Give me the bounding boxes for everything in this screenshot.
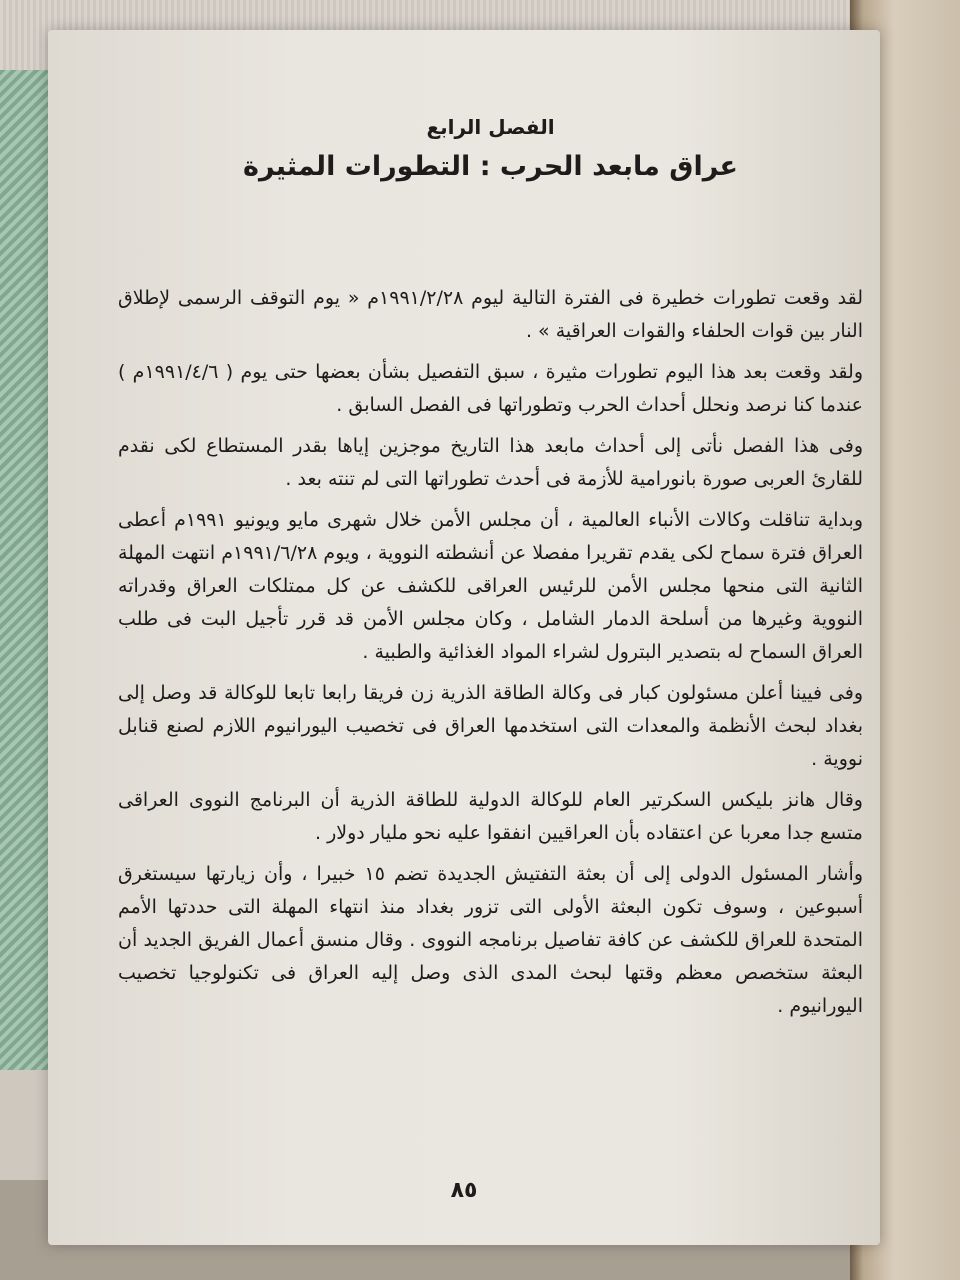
paragraph: ولقد وقعت بعد هذا اليوم تطورات مثيرة ، سبق التفصيل بشأن بعضها حتى يوم ( ١٩٩١/٤/٦م ) عندما كنا نرصد ونحلل أحداث الحرب وتطوراتها فى الفصل السابق . — [118, 361, 864, 416]
paragraph: وبداية تناقلت وكالات الأنباء العالمية ، أن مجلس الأمن خلال شهرى مايو ويونيو ١٩٩١م أعطى العراق فترة سماح لكى يقدم تقريرا مفصلا عن أنشطته النووية ، ويوم ١٩٩١/٦/٢٨م انتهت المهلة الثانية التى منحها مجلس الأمن للرئيس العراقى للكشف عن كل ممتلكات العراق وقدراته النووية وغيرها من أسلحة الدمار الشامل ، وكان مجلس الأمن قد قرر تأجيل البت فى طلب العراق السماح له بتصدير البترول لشراء المواد الغذائية والطبية . — [118, 509, 863, 663]
page-text-area — [118, 115, 863, 1031]
paragraph: لقد وقعت تطورات خطيرة فى الفترة التالية ليوم ١٩٩١/٢/٢٨م « يوم التوقف الرسمى لإطلاق النار بين قوات الحلفاء والقوات العراقية » . — [118, 287, 863, 342]
book-page — [48, 30, 880, 1245]
chapter-title: عراق مابعد الحرب : التطورات المثيرة — [243, 151, 738, 182]
page-number: ٨٥ — [450, 1178, 478, 1203]
chapter-label: الفصل الرابع — [426, 115, 555, 139]
paragraph: وفى هذا الفصل نأتى إلى أحداث مابعد هذا التاريخ موجزين إياها بقدر المستطاع لكى نقدم للقارئ العربى صورة بانورامية للأزمة فى أحدث تطوراتها التى لم تنته بعد . — [118, 435, 863, 490]
paragraph: وفى فيينا أعلن مسئولون كبار فى وكالة الطاقة الذرية زن فريقا رابعا تابعا للوكالة قد وصل إلى بغداد لبحث الأنظمة والمعدات التى استخدمها العراق فى تخصيب اليورانيوم اللازم لصنع قنابل نووية . — [118, 682, 863, 770]
paragraph: وأشار المسئول الدولى إلى أن بعثة التفتيش الجديدة تضم ١٥ خبيرا ، وأن زيارتها سيستغرق أسبوعين ، وسوف تكون البعثة الأولى التى تزور بغداد منذ انتهاء المهلة التى حددتها الأمم المتحدة للعراق للكشف عن كافة تفاصيل برنامجه النووى . وقال منسق أعمال الفريق الجديد أن البعثة ستخصص معظم وقتها لبحث المدى الذى وصل إليه العراق فى تكنولوجيا تخصيب اليورانيوم . — [118, 863, 864, 1017]
paragraph: وقال هانز بليكس السكرتير العام للوكالة الدولية للطاقة الذرية أن البرنامج النووى العراقى متسع جدا معربا عن اعتقاده بأن العراقيين انفقوا عليه نحو مليار دولار . — [118, 789, 863, 844]
